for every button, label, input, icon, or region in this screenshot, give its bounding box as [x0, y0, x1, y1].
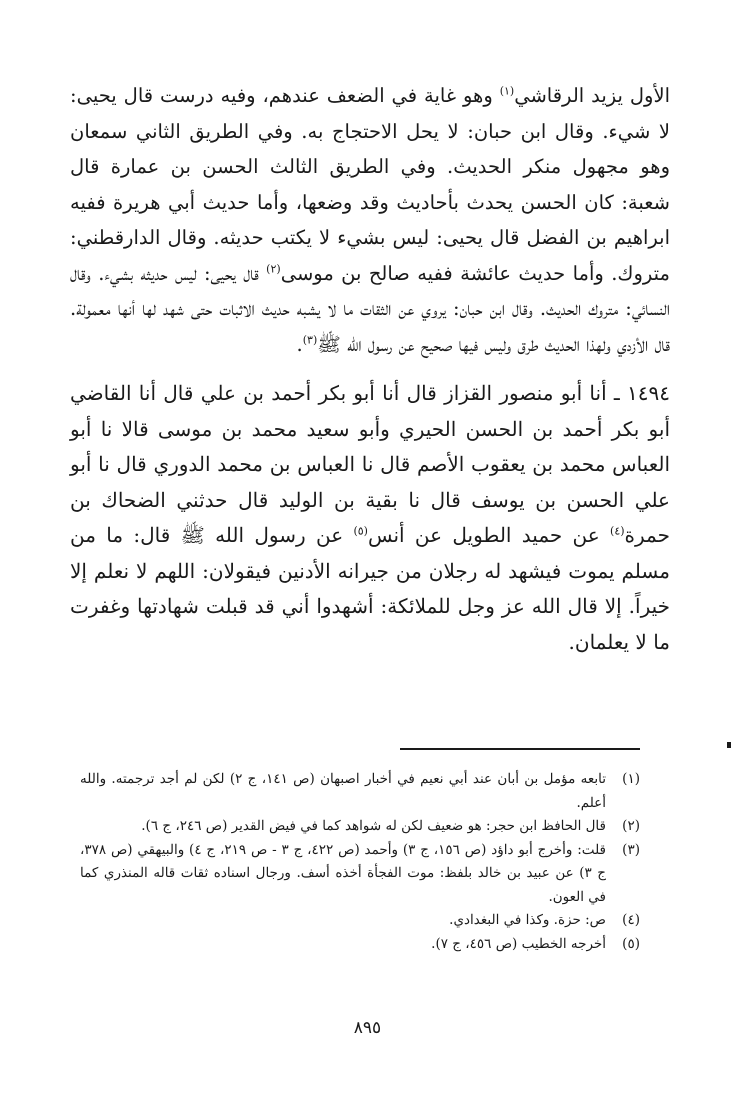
- footnote-text: أخرجه الخطيب (ص ٤٥٦، ج ٧).: [431, 935, 606, 952]
- footnote-text: ص: حزة. وكذا في البغدادي.: [449, 912, 606, 928]
- footnote-ref-2[interactable]: (٢): [266, 262, 281, 275]
- paragraph-text: .: [296, 332, 303, 356]
- footnote-ref-1[interactable]: (١): [499, 84, 515, 98]
- footnote-text: قال الحافظ ابن حجر: هو ضعيف لكن له شواهد كما في فيض القدير (ص ٢٤٦، ج ٦).: [141, 818, 606, 834]
- page-number: ٨٩٥: [353, 1018, 382, 1038]
- footnote-number: (٤): [622, 912, 640, 928]
- paragraph-hadith: [70, 376, 670, 660]
- footnotes: [80, 768, 640, 956]
- paragraph-text: وهو غاية في الضعف عندهم، وفيه درست قال يحيى: لا شيء. وقال ابن حبان: لا يحل الاحتجاج به. وفي الطريق الثاني سمعان وهو مجهول منكر الحديث. وفي الطريق الثالث الحسن بن عمارة قال شعبة: كان الحسن يحدث بأحاديث وقد وضعها، وأما حديث أبي هريرة ففيه ابراهيم بن الفضل قال يحيى: ليس بشيء لا يكتب حديثه. وقال الدارقطني: متروك. وأما حديث عائشة ففيه صالح بن موسى: [70, 84, 670, 285]
- footnote-divider: [400, 748, 640, 750]
- footnote-1: [80, 768, 640, 815]
- paragraph-text: قال يحيى: ليس حديثه بشيء. وقال النسائي: متروك الحديث. وقال ابن حبان: يروي عن الثقات ما لا يشبه حديث الاثبات حتى شهد لها أنها معمولة. قال الأزدي ولهذا الحديث طرق وليس فيها صحيح عن رسول الله ﷺ: [70, 261, 670, 356]
- footnote-2: [80, 815, 640, 839]
- paragraph-commentary: [70, 78, 670, 362]
- margin-mark: [727, 742, 731, 748]
- footnote-number: (٣): [622, 841, 640, 858]
- footnote-number: (٥): [622, 935, 640, 952]
- footnote-ref-3[interactable]: (٣): [302, 333, 318, 346]
- footnote-ref-5[interactable]: (٥): [353, 524, 368, 538]
- footnote-3: [80, 839, 640, 910]
- paragraph-text: عن حميد الطويل عن أنس: [367, 523, 611, 547]
- paragraph-text: ١٤٩٤ ـ أنا أبو منصور القزاز قال أنا أبو بكر أحمد بن علي قال أنا القاضي أبو بكر أحمد بن الحسن الحيري وأبو سعيد محمد بن موسى قالا نا أبو العباس محمد بن يعقوب الأصم قال نا العباس بن محمد الدوري قال نا أبو علي الحسن بن يوسف قال نا بقية بن الوليد قال حدثني الضحاك بن حمرة: [70, 381, 670, 547]
- footnote-number: (١): [622, 771, 640, 787]
- footnote-text: قلت: وأخرج أبو داؤد (ص ١٥٦، ج ٣) وأحمد (ص ٤٢٢، ج ٣ - ص ٢١٩، ج ٤) والبيهقي (ص ٣٧٨، ج ٣) عن عبيد بن خالد بلفظ: موت الفجأة أخذه أسف. ورجال اسناده ثقات قاله المنذري كما في العون.: [80, 841, 606, 905]
- footnote-4: [80, 909, 640, 933]
- footnote-ref-4[interactable]: (٤): [610, 524, 625, 538]
- paragraph-text: الأول يزيد الرقاشي: [514, 84, 670, 107]
- footnote-text: تابعه مؤمل بن أبان عند أبي نعيم في أخبار اصبهان (ص ١٤١، ج ٢) لكن لم أجد ترجمته. والله أعلم.: [80, 771, 607, 811]
- footnote-5: [80, 933, 640, 957]
- paragraph-text: عن رسول الله ﷺ قال: ما من مسلم يموت فيشهد له رجلان من جيرانه الأدنين فيقولان: اللهم لا نعلم إلا خيراً. إلا قال الله عز وجل للملائكة: أشهدوا أني قد قبلت شهادتها وغفرت ما لا يعلمان.: [70, 523, 670, 654]
- main-text: [70, 78, 670, 660]
- footnote-number: (٢): [622, 818, 640, 834]
